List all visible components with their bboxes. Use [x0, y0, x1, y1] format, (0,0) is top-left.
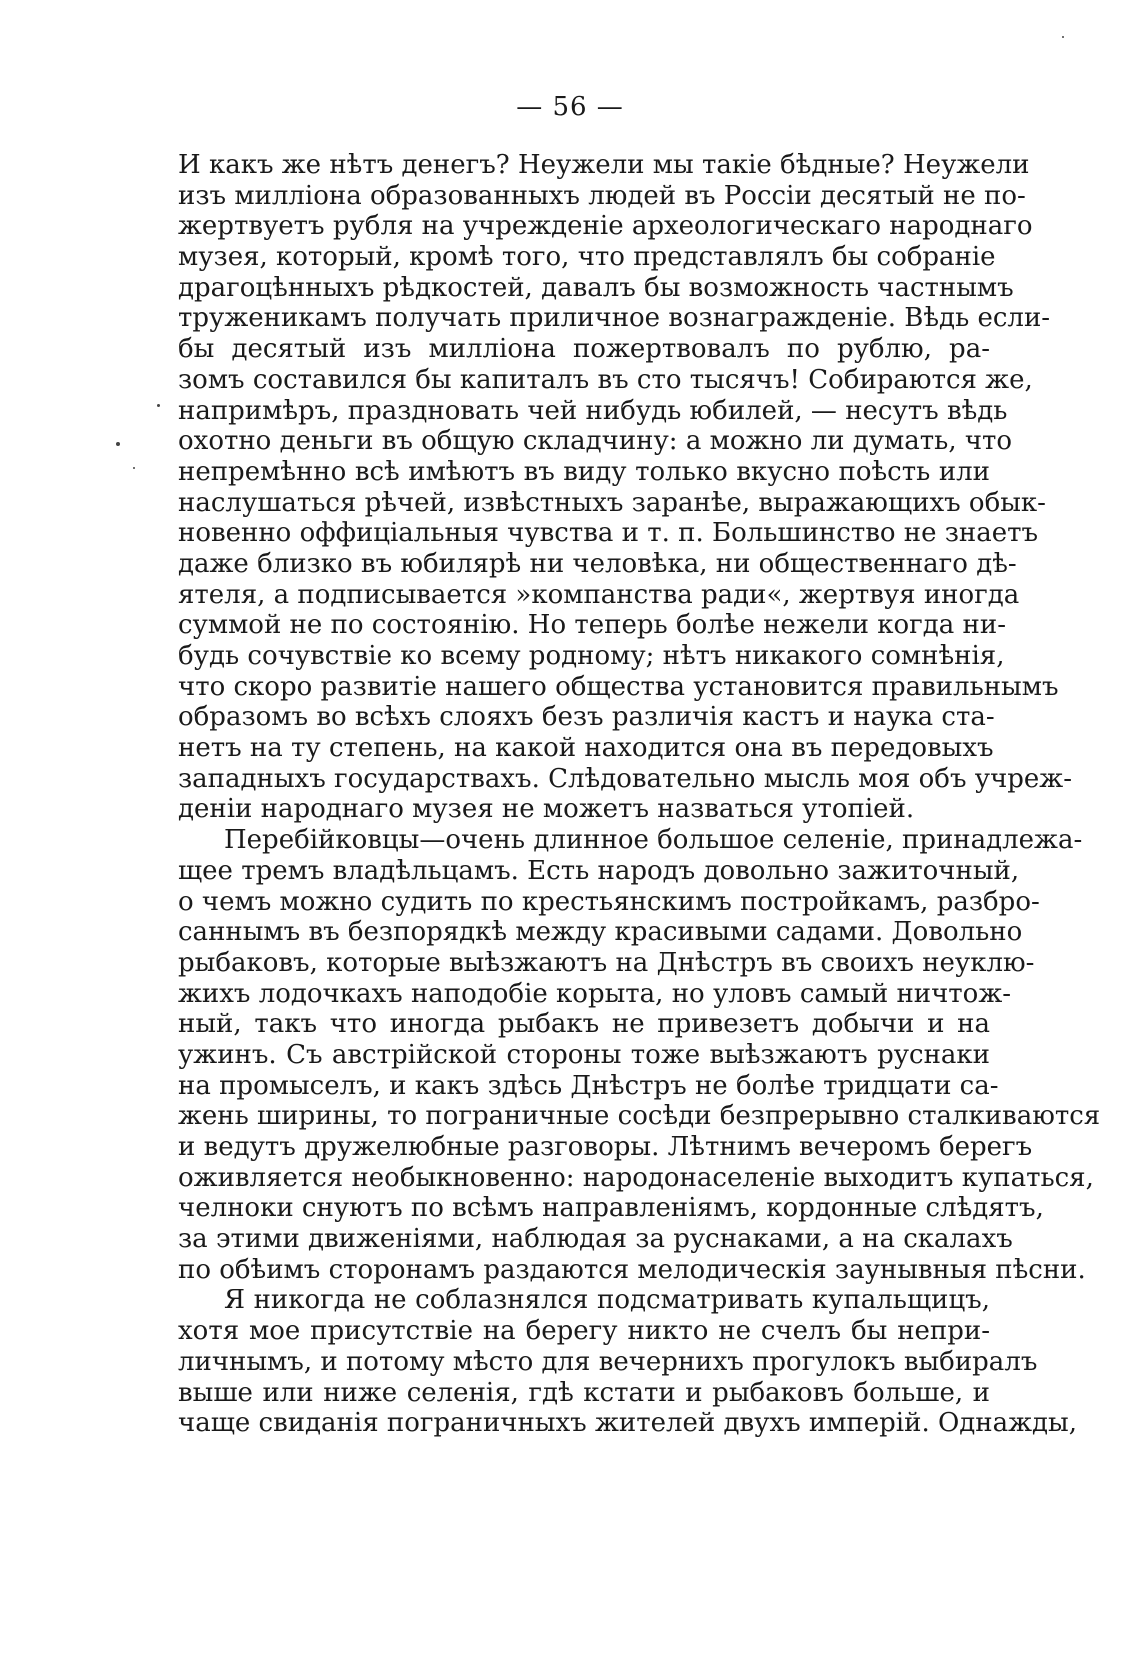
text-line: за этими движеніями, наблюдая за руснаками, а на скалахъ — [178, 1224, 1013, 1255]
text-line: наслушаться рѣчей, извѣстныхъ заранѣе, выражающихъ обык- — [178, 487, 1046, 518]
text-line: саннымъ въ безпорядкѣ между красивыми садами. Довольно — [178, 917, 1023, 948]
page-text — [178, 150, 1101, 1439]
text-line: деніи народнаго музея не можетъ назваться утопіей. — [178, 794, 915, 825]
text-line: зомъ составился бы капиталъ въ сто тысячъ! Собираются же, — [178, 364, 1033, 395]
text-line: бы десятый изъ милліона пожертвовалъ по рублю, ра- — [178, 334, 990, 365]
text-line: труженикамъ получать приличное вознагражденіе. Вѣдь если- — [178, 303, 1051, 334]
scan-speck — [133, 467, 135, 469]
text-line: драгоцѣнныхъ рѣдкостей, давалъ бы возможность частнымъ — [178, 272, 1014, 303]
scan-speck — [1062, 36, 1064, 38]
text-line: музея, который, кромѣ того, что представлялъ бы собраніе — [178, 242, 996, 273]
text-line: охотно деньги въ общую складчину: а можно ли думать, что — [178, 426, 1013, 457]
text-line: чаще свиданія пограничныхъ жителей двухъ имперій. Однажды, — [178, 1408, 1078, 1439]
text-line: жихъ лодочкахъ наподобіе корыта, но уловъ самый ничтож- — [178, 978, 1012, 1009]
text-line: жертвуетъ рубля на учрежденіе археологическаго народнаго — [178, 211, 1033, 242]
text-line: хотя мое присутствіе на берегу никто не счелъ бы непри- — [178, 1316, 990, 1347]
text-line: по обѣимъ сторонамъ раздаются мелодическія заунывныя пѣсни. — [178, 1254, 1086, 1285]
text-line: щее тремъ владѣльцамъ. Есть народъ довольно зажиточный, — [178, 855, 1020, 886]
text-line: челноки снуютъ по всѣмъ направленіямъ, кордонные слѣдятъ, — [178, 1193, 1044, 1224]
text-line: о чемъ можно судить по крестьянскимъ постройкамъ, разбро- — [178, 886, 1040, 917]
text-line: будь сочувствіе ко всему родному; нѣтъ никакого сомнѣнія, — [178, 641, 1005, 671]
text-line: западныхъ государствахъ. Слѣдовательно мысль моя объ учреж- — [178, 763, 1072, 794]
paragraph-1 — [178, 150, 1072, 825]
text-line: ятеля, а подписывается »компанства ради«, жертвуя иногда — [178, 579, 1020, 610]
text-line: новенно оффиціальныя чувства и т. п. Большинство не знаетъ — [178, 518, 1039, 549]
text-line: на промыселъ, и какъ здѣсь Днѣстръ не болѣе тридцати са- — [178, 1070, 999, 1101]
text-line: непремѣнно всѣ имѣютъ въ виду только вкусно поѣсть или — [178, 456, 990, 487]
text-line: оживляется необыкновенно: народонаселеніе выходитъ купаться, — [178, 1162, 1094, 1193]
text-line: образомъ во всѣхъ слояхъ безъ различія кастъ и наука ста- — [178, 702, 995, 733]
text-line: что скоро развитіе нашего общества установится правильнымъ — [178, 671, 1059, 702]
paragraph-2 — [178, 825, 1101, 1285]
text-line: нетъ на ту степень, на какой находится она въ передовыхъ — [178, 733, 994, 764]
text-line: Я никогда не соблазнялся подсматривать купальщицъ, — [224, 1285, 990, 1316]
text-line: рыбаковъ, которые выѣзжаютъ на Днѣстръ въ своихъ неуклю- — [178, 947, 1035, 978]
scan-speck — [116, 442, 120, 446]
scan-speck — [157, 404, 160, 407]
text-line: И какъ же нѣтъ денегъ? Неужели мы такіе бѣдные? Неужели — [178, 150, 1030, 180]
text-line: даже близко въ юбилярѣ ни человѣка, ни общественнаго дѣ- — [178, 548, 1017, 579]
page-number: — 56 — — [516, 92, 624, 122]
text-line: жень ширины, то пограничные сосѣди безпрерывно сталкиваются — [178, 1101, 1101, 1132]
text-line: личнымъ, и потому мѣсто для вечернихъ прогулокъ выбиралъ — [178, 1346, 1038, 1377]
paragraph-3 — [178, 1285, 1078, 1439]
text-line: и ведутъ дружелюбные разговоры. Лѣтнимъ вечеромъ берегъ — [178, 1132, 1033, 1162]
text-line: ужинъ. Съ австрійской стороны тоже выѣзжаютъ руснаки — [178, 1039, 990, 1070]
text-line: выше или ниже селенія, гдѣ кстати и рыбаковъ больше, и — [178, 1377, 990, 1408]
text-line: напримѣръ, праздновать чей нибудь юбилей, — несутъ вѣдь — [178, 395, 1008, 426]
text-line: Перебійковцы—очень длинное большое селеніе, принадлежа- — [224, 825, 1083, 856]
text-line: суммой не по состоянію. Но теперь болѣе нежели когда ни- — [178, 610, 1006, 641]
text-line: изъ милліона образованныхъ людей въ Россіи десятый не по- — [178, 180, 1026, 211]
text-line: ный, такъ что иногда рыбакъ не привезетъ добычи и на — [178, 1009, 990, 1040]
